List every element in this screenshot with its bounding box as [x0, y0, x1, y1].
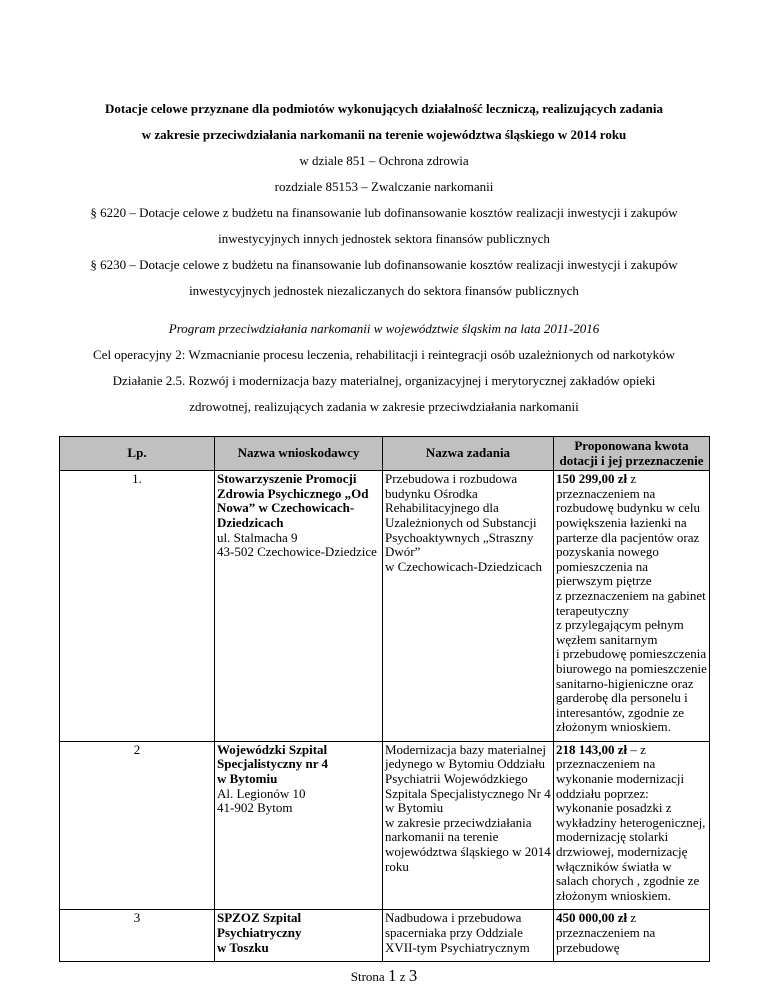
row-lp: 1.	[60, 471, 215, 742]
footer-prefix: Strona	[350, 969, 388, 984]
paragraph-6230-line-1: § 6230 – Dotacje celowe z budżetu na finansowanie lub dofinansowanie kosztów realizacji inwestycji i zakupów	[90, 257, 678, 272]
row-task: Przebudowa i rozbudowa budynku Ośrodka Rehabilitacyjnego dla Uzależnionych od Substancji Psychoaktywnych „Straszny Dwór” w Czechowicach-Dziedzicach	[383, 471, 554, 742]
grants-table	[59, 436, 710, 962]
table-row	[60, 741, 710, 910]
amount-value: 150 299,00 zł	[556, 471, 628, 487]
page-footer	[0, 966, 768, 986]
table-body	[60, 471, 710, 962]
row-amount	[554, 471, 710, 742]
amount-purpose: z przeznaczeniem na rozbudowę budynku w celu powiększenia łazienki na parterze dla pacjentów oraz pozyskania nowego pomieszczenia na pierwszym piętrze z przeznaczeniem na gabinet terapeutyczny z przylegającym pełnym węzłem sanitarnym i przebudowę pomieszczenia biurowego na pomieszczenie sanitarno-higieniczne oraz garderobę dla personelu i interesantów, zgodnie ze złożonym wnioskiem.	[556, 471, 707, 735]
action-line-1: Działanie 2.5. Rozwój i modernizacja bazy materialnej, organizacyjnej i merytorycznej zakładów opieki	[112, 373, 656, 388]
header-lp: Lp.	[60, 437, 215, 471]
section-rozdzial: rozdziale 85153 – Zwalczanie narkomanii	[274, 179, 494, 194]
doc-title-line-2: w zakresie przeciwdziałania narkomanii na terenie województwa śląskiego w 2014 roku	[141, 127, 627, 142]
applicant-address: Al. Legionów 10 41-902 Bytom	[217, 785, 306, 816]
footer-total-pages: 3	[408, 966, 418, 985]
table-row	[60, 910, 710, 962]
row-task: Modernizacja bazy materialnej jedynego w Bytomiu Oddziału Psychiatrii Wojewódzkiego Szpitala Specjalistycznego Nr 4 w Bytomiu w zakresie przeciwdziałania narkomanii na terenie województwa śląskiego w 2014 roku	[383, 741, 554, 910]
row-amount	[554, 741, 710, 910]
section-dzial: w dziale 851 – Ochrona zdrowia	[299, 153, 469, 168]
table-row	[60, 471, 710, 742]
amount-value: 450 000,00 zł	[556, 910, 628, 926]
footer-current-page: 1	[387, 966, 397, 985]
header-amount: Proponowana kwota dotacji i jej przeznaczenie	[554, 437, 710, 471]
applicant-name: Wojewódzki Szpital Specjalistyczny nr 4 w Bytomiu	[217, 741, 328, 787]
row-applicant	[215, 471, 383, 742]
amount-purpose: z przeznaczeniem na przebudowę	[556, 910, 656, 955]
amount-value: 218 143,00 zł	[556, 741, 628, 757]
paragraph-6220-line-2: inwestycyjnych innych jednostek sektora finansów publicznych	[218, 231, 550, 246]
row-lp: 2	[60, 741, 215, 910]
doc-title-line-1: Dotacje celowe przyznane dla podmiotów wykonujących działalność leczniczą, realizujących zadania	[105, 101, 663, 116]
row-task: Nadbudowa i przebudowa spacerniaka przy Oddziale XVII-tym Psychiatrycznym	[383, 910, 554, 962]
row-applicant	[215, 741, 383, 910]
action-line-2: zdrowotnej, realizujących zadania w zakresie przeciwdziałania narkomanii	[189, 399, 579, 414]
program-title: Program przeciwdziałania narkomanii w województwie śląskim na lata 2011-2016	[168, 321, 600, 336]
row-lp: 3	[60, 910, 215, 962]
amount-purpose: – z przeznaczeniem na wykonanie modernizacji oddziału poprzez: wykonanie posadzki z wykładziny heterogenicznej, modernizację stolarki drzwiowej, modernizację włączników światła w salach chorych , zgodnie ze złożonym wnioskiem.	[556, 741, 706, 903]
table-header-row	[60, 437, 710, 471]
row-applicant	[215, 910, 383, 962]
applicant-address: ul. Stalmacha 9 43-502 Czechowice-Dziedzice	[217, 529, 377, 560]
operational-goal: Cel operacyjny 2: Wzmacnianie procesu leczenia, rehabilitacji i reintegracji osób uzależnionych od narkotyków	[93, 347, 675, 362]
row-amount	[554, 910, 710, 962]
paragraph-6220-line-1: § 6220 – Dotacje celowe z budżetu na finansowanie lub dofinansowanie kosztów realizacji inwestycji i zakupów	[90, 205, 678, 220]
paragraph-6230-line-2: inwestycyjnych jednostek niezaliczanych do sektora finansów publicznych	[189, 283, 579, 298]
applicant-name: SPZOZ Szpital Psychiatryczny w Toszku	[217, 910, 302, 955]
applicant-name: Stowarzyszenie Promocji Zdrowia Psychicznego „Od Nowa” w Czechowicach-Dziedzicach	[217, 471, 369, 530]
header-task: Nazwa zadania	[383, 437, 554, 471]
header-applicant: Nazwa wnioskodawcy	[215, 437, 383, 471]
footer-separator: z	[396, 969, 409, 984]
